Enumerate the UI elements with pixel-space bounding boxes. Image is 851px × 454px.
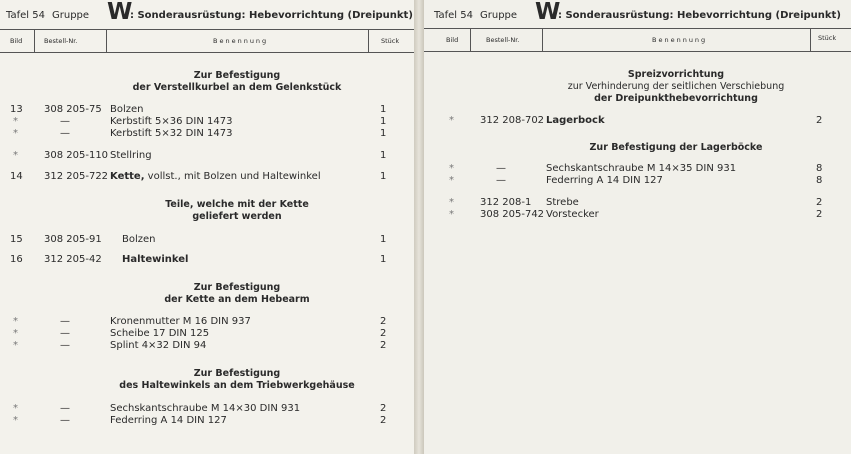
column-header: [0, 29, 414, 53]
section-heading: Zur Befestigung der Lagerböcke: [589, 142, 763, 153]
page-header: [6, 2, 414, 26]
page-title: : Sonderausrüstung: Hebevorrichtung (Dreipunkt): [130, 10, 413, 21]
gruppe-label: Gruppe: [52, 10, 90, 21]
section-heading: Zur Befestigung der Verstellkurbel an dem Gelenkstück: [132, 70, 342, 93]
column-divider: [368, 29, 369, 52]
column-divider: [810, 28, 811, 51]
book-gutter: [414, 0, 424, 454]
tafel-label: Tafel 54: [434, 10, 473, 21]
section-heading: Spreizvorrichtung zur Verhinderung der seitlichen Verschiebung der Dreipunkthebevorrichtung: [567, 69, 785, 104]
gruppe-label: Gruppe: [480, 10, 518, 21]
group-letter: W: [107, 0, 132, 25]
column-divider: [106, 29, 107, 52]
section-heading: Teile, welche mit der Kette geliefert werden: [165, 199, 309, 222]
column-divider: [470, 28, 471, 51]
col-bestell-nr: Bestell-Nr.: [486, 36, 520, 44]
group-letter: W: [535, 0, 560, 25]
left-page: Tafel 54 Gruppe W : Sonderausrüstung: Hebevorrichtung (Dreipunkt) Bild Bestell-Nr. Benennung Stück Zur Befestigung der Verstellkurbel an dem Gelenkstück 13 308 205-75 Bolzen 1 * — Kerbstift 5×36 DIN 1473 1 * — Kerbstift 5×32 DIN 1473 1 * 308 205-110 Stellring 1 14 312 205-722 Kette, vollst., mit Bolzen und Haltewinkel 1 Teile, welche mit der Kette geliefert werden 15 308 205-91 Bolzen 1 16 312 205-42 Haltewinkel 1 Zur Befestigung der Kette an dem Hebearm * — Kronenmutter M 16 DIN 937 2 * — Scheibe 17 DIN 125 2 * — Splint 4×32 DIN 94 2 Zur Befestigung des Haltewinkels an dem Triebwerkgehäuse * — Sechskantschraube M 14×30 DIN 931 2 * — Federring A 14 DIN 127 2: [0, 0, 414, 454]
column-header: [424, 28, 851, 52]
column-divider: [542, 28, 543, 51]
page-title: : Sonderausrüstung: Hebevorrichtung (Dreipunkt): [558, 10, 841, 21]
col-benennung: Benennung: [213, 37, 269, 45]
col-bild: Bild: [10, 37, 23, 45]
page-header: [434, 2, 851, 26]
col-stueck: Stück: [818, 34, 837, 42]
right-page: Tafel 54 Gruppe W : Sonderausrüstung: Hebevorrichtung (Dreipunkt) Bild Bestell-Nr. Benennung Stück Spreizvorrichtung zur Verhinderung der seitlichen Verschiebung der Dreipunkthebevorrichtung * 312 208-702 Lagerbock 2 Zur Befestigung der Lagerböcke * — Sechskantschraube M 14×35 DIN 931 8 * — Federring A 14 DIN 127 8 * 312 208-1 Strebe 2 * 308 205-742 Vorstecker 2: [424, 0, 851, 454]
section-heading: Zur Befestigung des Haltewinkels an dem Triebwerkgehäuse: [119, 368, 355, 391]
col-bild: Bild: [446, 36, 459, 44]
col-benennung: Benennung: [652, 36, 708, 44]
section-heading: Zur Befestigung der Kette an dem Hebearm: [164, 282, 310, 305]
col-bestell-nr: Bestell-Nr.: [44, 37, 78, 45]
col-stueck: Stück: [381, 37, 400, 45]
column-divider: [34, 29, 35, 52]
tafel-label: Tafel 54: [6, 10, 45, 21]
